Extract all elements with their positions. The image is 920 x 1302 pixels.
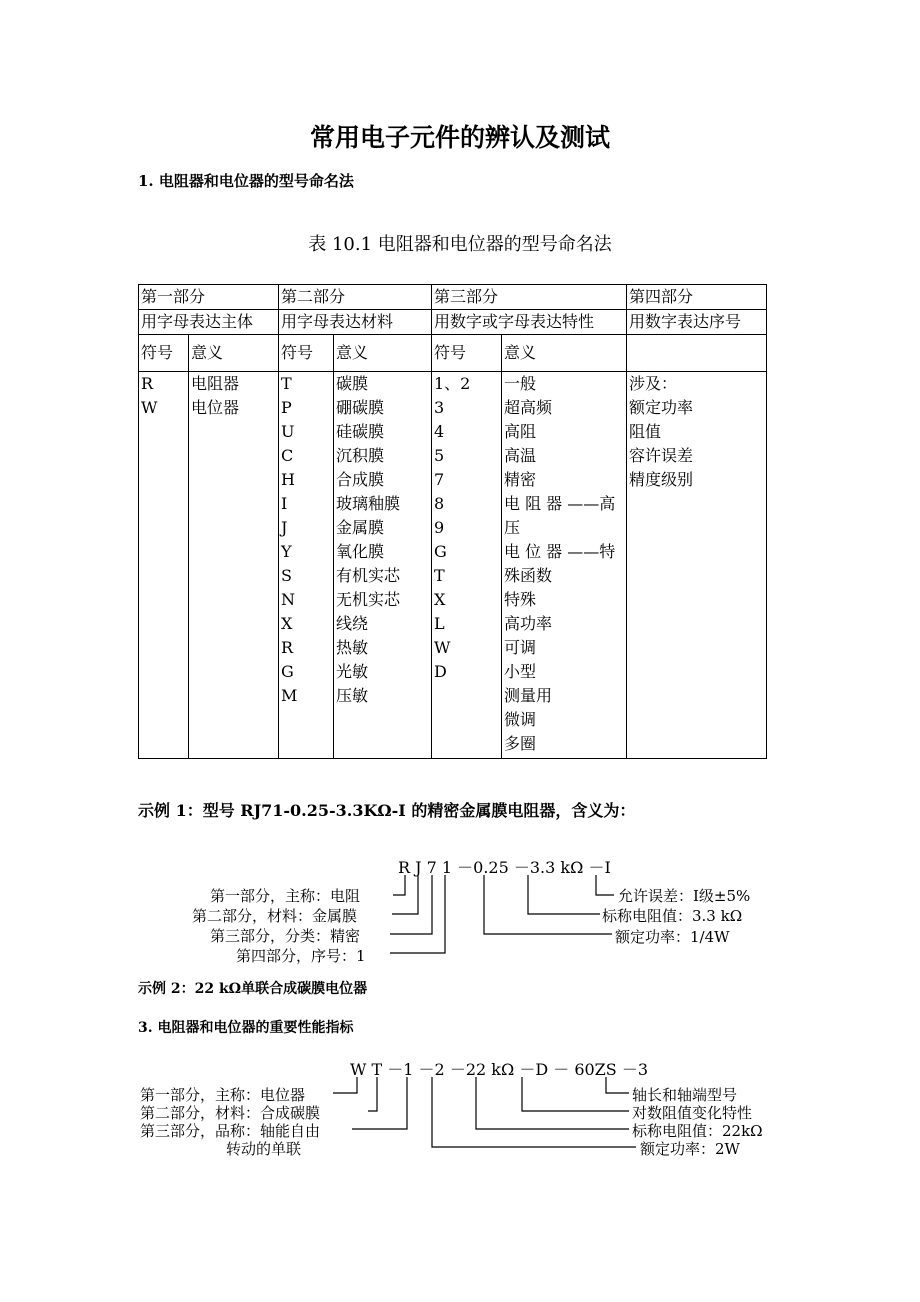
part-header: 第一部分 [139, 285, 279, 310]
list-item: 高阻 [504, 422, 537, 441]
list-item: U [281, 422, 295, 441]
list-item: C [281, 446, 294, 465]
list-item: Y [281, 542, 292, 561]
list-item: 8 [434, 494, 445, 513]
list-item: 沉积膜 [336, 446, 385, 465]
connector-line [522, 1077, 629, 1111]
meaning-header: 意义 [334, 335, 432, 372]
diagram1-left-label: 第二部分，材料：金属膜 [192, 907, 358, 925]
list-item: 电 位 器 ——特 [504, 542, 616, 561]
connector-line [528, 875, 600, 914]
connector-line [368, 1077, 377, 1111]
meaning-header: 意义 [502, 335, 627, 372]
table-caption: 表 10.1 电阻器和电位器的型号命名法 [308, 234, 612, 255]
connector-line [390, 875, 432, 934]
connector-line [393, 875, 405, 895]
diagram1-left-label: 第三部分，分类：精密 [210, 927, 361, 945]
list-item: 3 [434, 398, 445, 417]
list-item: G [434, 542, 447, 561]
part-desc: 用字母表达材料 [279, 310, 432, 335]
diagram1-left-label: 第一部分，主称：电阻 [210, 887, 361, 905]
diagram1-left-label: 第四部分，序号：1 [236, 947, 366, 965]
list-item: 微调 [504, 710, 537, 729]
part-desc: 用字母表达主体 [139, 310, 279, 335]
list-item: 测量用 [504, 686, 553, 705]
diagram2-code: W T －1 －2 －22 kΩ －D － 60ZS －3 [350, 1060, 649, 1079]
diagram2-left-label: 第二部分，材料：合成碳膜 [140, 1104, 321, 1122]
connector-line [606, 1077, 629, 1093]
list-item: I [281, 494, 288, 513]
list-item: P [281, 398, 292, 417]
diagram2-right-label: 额定功率：2W [640, 1140, 740, 1158]
example1-code: R J 7 1 －0.25 －3.3 kΩ －I [398, 858, 611, 877]
list-item: R [141, 374, 154, 393]
list-item: 额定功率 [629, 398, 694, 417]
list-item: 高功率 [504, 614, 553, 633]
list-item: 4 [434, 422, 445, 441]
list-item: W [434, 638, 451, 657]
part-desc: 用数字表达序号 [627, 310, 767, 335]
list-item: 高温 [504, 446, 537, 465]
list-item: 压 [504, 518, 521, 537]
list-item: 阻值 [629, 422, 662, 441]
list-item: J [281, 518, 288, 537]
list-item: 电阻器 [191, 374, 240, 393]
diagram1-right-label: 允许误差：I级±5% [618, 887, 751, 905]
diagram2-left-label: 第三部分，品称：轴能自由 [140, 1122, 321, 1140]
list-item: L [434, 614, 445, 633]
list-item: 多圈 [504, 734, 537, 753]
list-item: 9 [434, 518, 445, 537]
symbol-header: 符号 [279, 335, 334, 372]
list-item: R [281, 638, 294, 657]
list-item: 玻璃釉膜 [336, 494, 401, 513]
list-item: 线绕 [336, 614, 369, 633]
list-item: X [281, 614, 293, 633]
diagram2-right-label: 轴长和轴端型号 [632, 1086, 738, 1104]
list-item: 有机实芯 [336, 566, 401, 585]
list-item: 氧化膜 [336, 542, 385, 561]
list-item: 压敏 [336, 686, 369, 705]
list-item: T [434, 566, 445, 585]
connector-line [333, 1077, 357, 1093]
connector-line [484, 875, 612, 934]
list-item: 超高频 [504, 398, 553, 417]
list-item: 5 [434, 446, 445, 465]
list-item: 精密 [504, 470, 537, 489]
list-item: 硅碳膜 [336, 422, 385, 441]
list-item: 涉及： [629, 374, 678, 393]
list-item: 可调 [504, 638, 537, 657]
list-item: 7 [434, 470, 445, 489]
part-header: 第四部分 [627, 285, 767, 310]
list-item: D [434, 662, 447, 681]
connector-line [596, 875, 614, 895]
list-item: M [281, 686, 298, 705]
list-item: 一般 [504, 374, 537, 393]
diagram1-right-label: 标称电阻值：3.3 kΩ [602, 907, 743, 925]
example2-heading: 示例 2：22 kΩ单联合成碳膜电位器 [138, 981, 368, 997]
list-item: W [141, 398, 158, 417]
list-item: 碳膜 [336, 374, 369, 393]
list-item: S [281, 566, 292, 585]
list-item: 1、2 [434, 374, 471, 393]
diagram2-left-label: 转动的单联 [226, 1140, 302, 1158]
list-item: G [281, 662, 294, 681]
list-item: 电 阻 器 ——高 [504, 494, 616, 513]
list-item: 殊函数 [504, 566, 553, 585]
list-item: X [434, 590, 446, 609]
section-heading-1: 1. 电阻器和电位器的型号命名法 [138, 172, 354, 190]
part-header: 第二部分 [279, 285, 432, 310]
list-item: H [281, 470, 295, 489]
list-item: 硼碳膜 [336, 398, 385, 417]
connector-line [352, 1077, 407, 1129]
list-item: 小型 [504, 662, 537, 681]
page-title: 常用电子元件的辨认及测试 [309, 123, 610, 152]
list-item: T [281, 374, 292, 393]
list-item: 容许误差 [629, 446, 694, 465]
list-item: 无机实芯 [336, 590, 401, 609]
list-item: N [281, 590, 295, 609]
symbol-header: 符号 [139, 335, 189, 372]
list-item: 光敏 [336, 662, 369, 681]
list-item: 精度级别 [629, 470, 694, 489]
meaning-header: 意义 [189, 335, 279, 372]
part-header: 第三部分 [432, 285, 627, 310]
diagram2-left-label: 第一部分，主称：电位器 [140, 1086, 306, 1104]
part-desc: 用数字或字母表达特性 [432, 310, 627, 335]
section-heading-3: 3. 电阻器和电位器的重要性能指标 [138, 1020, 354, 1036]
symbol-header: 符号 [432, 335, 502, 372]
list-item: 电位器 [191, 398, 240, 417]
list-item: 热敏 [336, 638, 369, 657]
diagram2-right-label: 标称电阻值：22kΩ [632, 1122, 763, 1140]
list-item: 特殊 [504, 590, 537, 609]
diagram2-right-label: 对数阻值变化特性 [632, 1104, 753, 1122]
diagram1-right-label: 额定功率：1/4W [615, 928, 730, 946]
example1-heading: 示例 1：型号 RJ71-0.25-3.3KΩ-I 的精密金属膜电阻器，含义为： [138, 801, 636, 820]
list-item: 合成膜 [336, 470, 385, 489]
list-item: 金属膜 [336, 518, 385, 537]
